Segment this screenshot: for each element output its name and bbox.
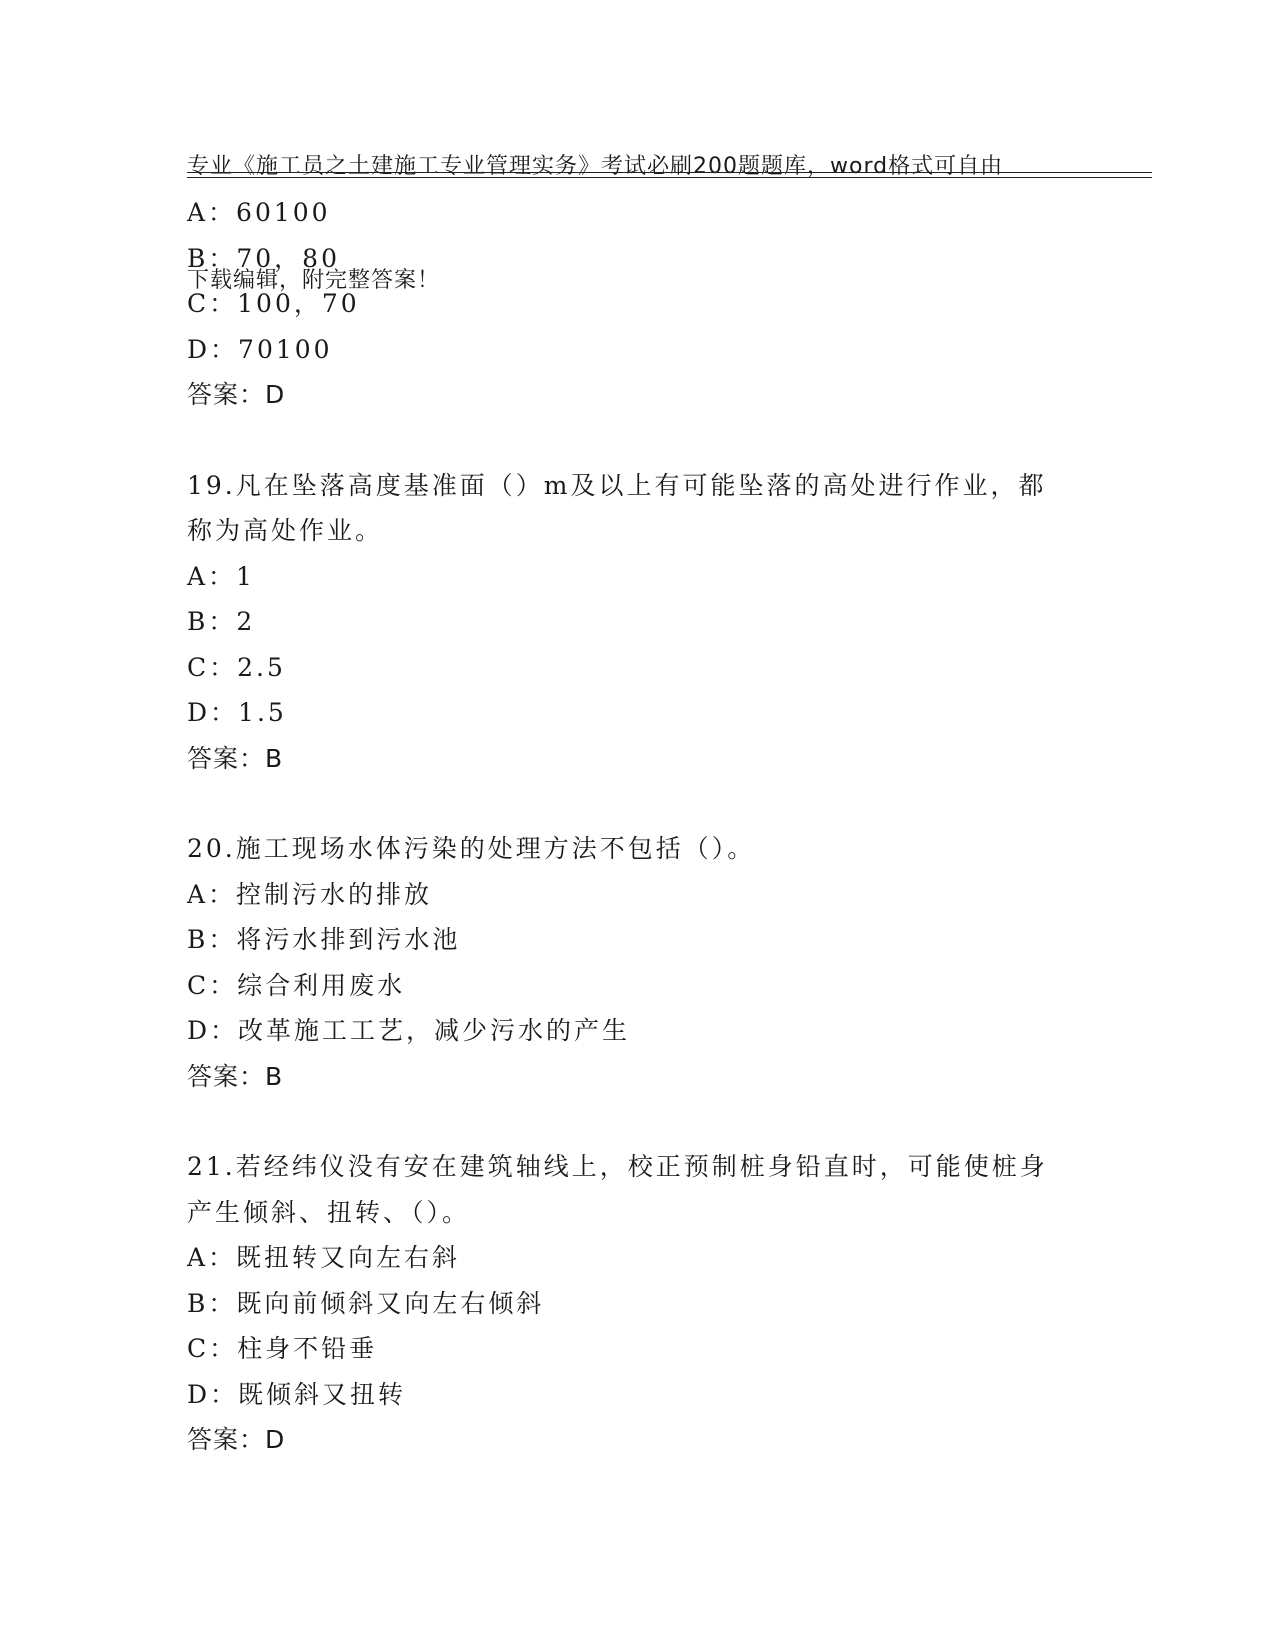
answer-line: 答案：D [187, 1425, 286, 1454]
question-20 [187, 826, 1087, 1099]
question-21 [187, 1144, 1087, 1463]
question-stem-line-1: 21.若经纬仪没有安在建筑轴线上，校正预制桩身铅直时，可能使桩身 [187, 1152, 1048, 1181]
question-19 [187, 463, 1087, 782]
question-stem-line-2: 称为高处作业。 [187, 516, 384, 545]
option-c: C：柱身不铅垂 [187, 1334, 378, 1363]
spacer [187, 781, 1087, 826]
option-c: C：100，70 [187, 289, 360, 318]
spacer [187, 1099, 1087, 1144]
question-stem-line-1: 19.凡在坠落高度基准面（）m及以上有可能坠落的高处进行作业，都 [187, 470, 1047, 500]
question-list [187, 190, 1087, 1463]
option-b: B：将污水排到污水池 [187, 925, 461, 954]
question-stem-line-1: 20.施工现场水体污染的处理方法不包括（）。 [187, 834, 756, 863]
answer-line: 答案：D [187, 380, 286, 409]
header-rule-bottom [187, 177, 1152, 178]
option-c: C：2.5 [187, 652, 286, 682]
option-d: D：70100 [187, 334, 333, 364]
header-line-1: 专业《施工员之土建施工专业管理实务》考试必刷200题题库，word格式可自由 [187, 154, 1004, 179]
spacer [187, 418, 1087, 463]
question-stem-line-2: 产生倾斜、扭转、（）。 [187, 1197, 471, 1227]
option-c: C：综合利用废水 [187, 970, 406, 1000]
option-b: B：2 [187, 607, 256, 636]
option-d: D：1.5 [187, 698, 287, 727]
answer-line: 答案：B [187, 1061, 284, 1091]
option-a: A：既扭转又向左右斜 [187, 1243, 461, 1272]
option-b: B：既向前倾斜又向左右倾斜 [187, 1288, 545, 1318]
answer-line: 答案：B [187, 743, 284, 773]
option-d: D：既倾斜又扭转 [187, 1379, 407, 1409]
option-a: A：60100 [187, 198, 331, 227]
option-d: D：改革施工工艺，减少污水的产生 [187, 1016, 631, 1045]
header-rule-top [187, 172, 1152, 173]
option-a: A：1 [187, 561, 255, 591]
option-a: A：控制污水的排放 [187, 879, 433, 909]
question-18 [187, 190, 1087, 418]
header-line-2: 下载编辑，附完整答案！ [187, 268, 441, 293]
option-b: B：70，80 [187, 243, 340, 273]
